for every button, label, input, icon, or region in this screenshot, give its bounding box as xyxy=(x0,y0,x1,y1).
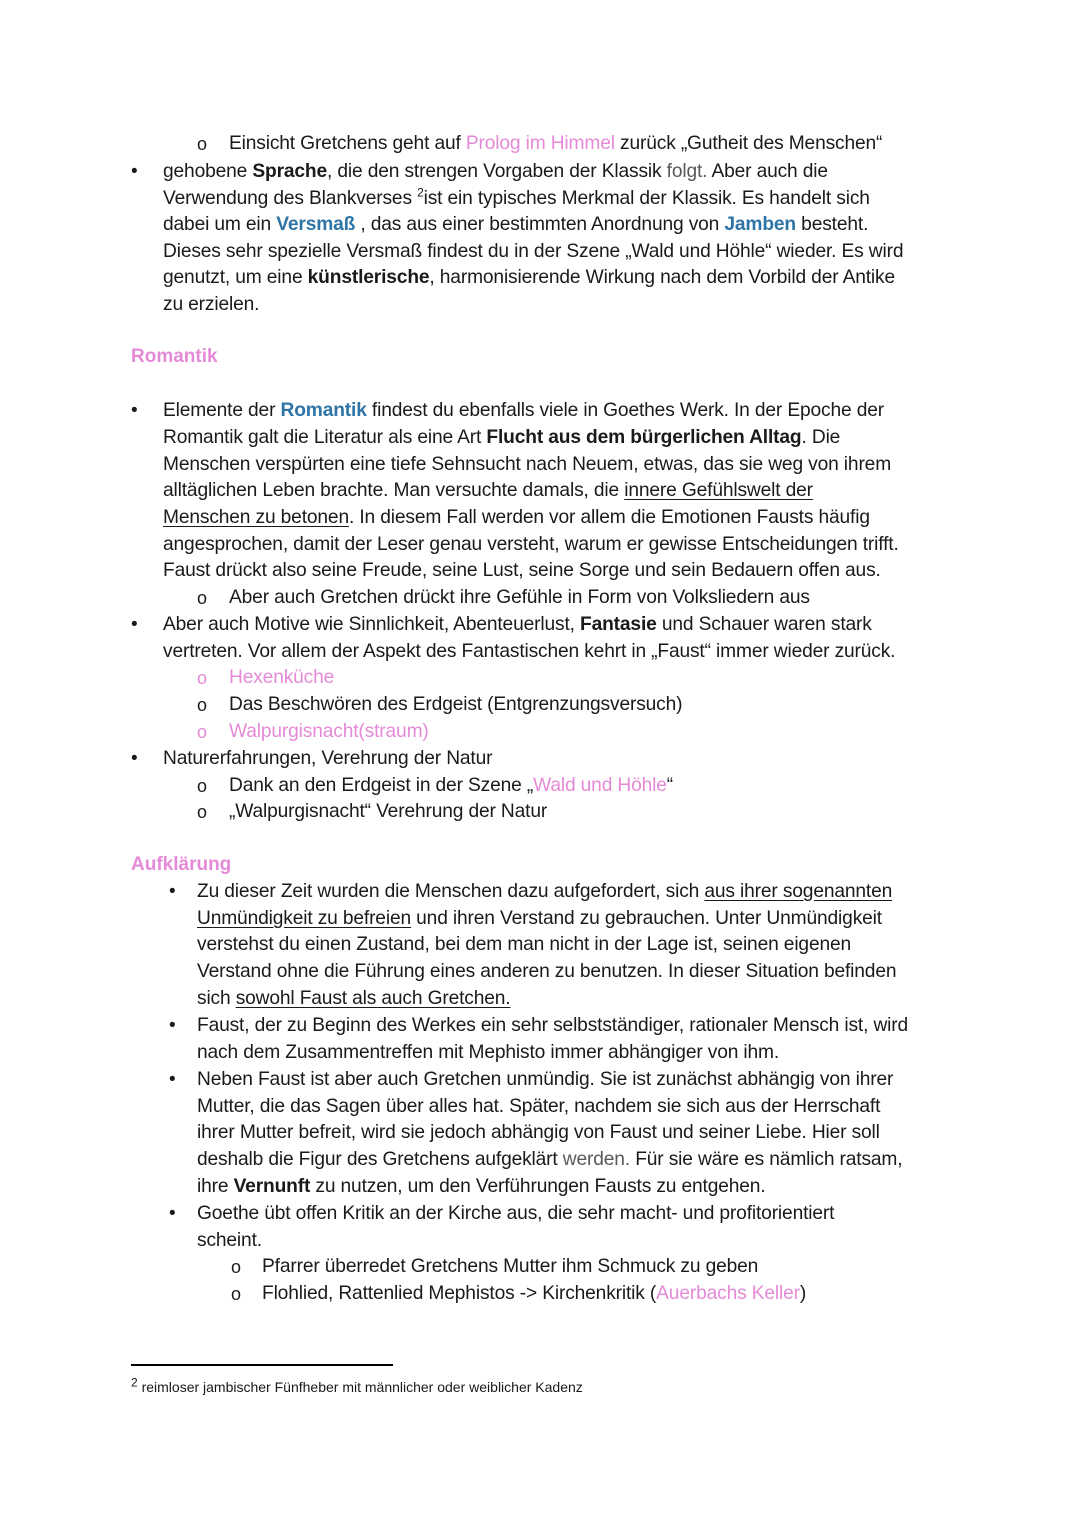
paragraph-line: Menschen verspürten eine tiefe Sehnsucht nach Neuem, etwas, das sie weg von ihrem xyxy=(163,454,892,475)
paragraph-line: Neben Faust ist aber auch Gretchen unmündig. Sie ist zunächst abhängig von ihrer xyxy=(197,1069,894,1090)
paragraph-line: Verstand ohne die Führung eines anderen zu benutzen. In dieser Situation befinden xyxy=(197,961,897,982)
paragraph-line: zu erzielen. xyxy=(163,294,260,315)
paragraph-line: deshalb die Figur des Gretchens aufgeklärt werden. Für sie wäre es nämlich ratsam, xyxy=(197,1149,903,1170)
paragraph-line: ihrer Mutter befreit, wird sie jedoch abhängig von Faust und seiner Liebe. Hier soll xyxy=(197,1122,880,1143)
sub-bullet-circle: o xyxy=(231,1284,242,1304)
sub-bullet-circle: o xyxy=(197,668,208,688)
paragraph-line: Faust, der zu Beginn des Werkes ein sehr selbstständiger, rationaler Mensch ist, wird xyxy=(197,1015,909,1036)
sub-bullet-circle: o xyxy=(197,802,208,822)
list-item: Das Beschwören des Erdgeist (Entgrenzungsversuch) xyxy=(229,694,683,715)
bullet-dot: • xyxy=(131,161,138,182)
paragraph-line: scheint. xyxy=(197,1230,262,1251)
paragraph-line: ihre Vernunft zu nutzen, um den Verführungen Fausts zu entgehen. xyxy=(197,1176,766,1197)
bullet-dot: • xyxy=(169,1015,176,1036)
section-heading-romantik: Romantik xyxy=(131,346,218,367)
footnote-reference: 2 xyxy=(417,185,424,200)
sub-bullet-circle: o xyxy=(231,1257,242,1277)
footnote-marker: 2 xyxy=(131,1375,138,1390)
paragraph-line: nach dem Zusammentreffen mit Mephisto immer abhängiger von ihm. xyxy=(197,1042,780,1063)
section-heading-aufklaerung: Aufklärung xyxy=(131,854,232,875)
bullet-dot: • xyxy=(131,748,138,769)
paragraph-line: Zu dieser Zeit wurden die Menschen dazu aufgefordert, sich aus ihrer sogenannten xyxy=(197,881,893,902)
paragraph-line: Mutter, die das Sagen über alles hat. Später, nachdem sie sich aus der Herrschaft xyxy=(197,1096,881,1117)
sub-bullet-circle: o xyxy=(197,776,208,796)
keyword-romantik: Romantik xyxy=(280,400,367,421)
list-item-hexenkueche: Hexenküche xyxy=(229,667,335,688)
sub-bullet-circle: o xyxy=(197,134,208,154)
list-item: „Walpurgisnacht“ Verehrung der Natur xyxy=(229,801,548,822)
paragraph-line: dabei um ein Versmaß , das aus einer bestimmten Anordnung von Jamben besteht. xyxy=(163,214,869,235)
bullet-dot: • xyxy=(169,881,176,902)
list-item: Pfarrer überredet Gretchens Mutter ihm Schmuck zu geben xyxy=(262,1256,759,1277)
list-item: Einsicht Gretchens geht auf Prolog im Himmel zurück „Gutheit des Menschen“ xyxy=(229,133,883,154)
bullet-dot: • xyxy=(169,1069,176,1090)
list-item-walpurgisnacht: Walpurgisnacht(straum) xyxy=(229,721,429,742)
paragraph-line: Naturerfahrungen, Verehrung der Natur xyxy=(163,748,493,769)
paragraph-line: vertreten. Vor allem der Aspekt des Fantastischen kehrt in „Faust“ immer wieder zurück. xyxy=(163,641,896,662)
paragraph-line: Unmündigkeit zu befreien und ihren Verstand zu gebrauchen. Unter Unmündigkeit xyxy=(197,908,882,929)
paragraph-line: genutzt, um eine künstlerische, harmonisierende Wirkung nach dem Vorbild der Antike xyxy=(163,267,896,288)
paragraph-line: Faust drückt also seine Freude, seine Lust, seine Sorge und sein Bedauern offen aus. xyxy=(163,560,881,581)
paragraph-line: gehobene Sprache, die den strengen Vorgaben der Klassik folgt. Aber auch die xyxy=(163,161,828,182)
list-item: Aber auch Gretchen drückt ihre Gefühle in Form von Volksliedern aus xyxy=(229,587,810,608)
paragraph-line: Aber auch Motive wie Sinnlichkeit, Abenteuerlust, Fantasie und Schauer waren stark xyxy=(163,614,872,635)
highlight-prolog-im-himmel: Prolog im Himmel xyxy=(465,133,615,154)
bullet-dot: • xyxy=(131,614,138,635)
sub-bullet-circle: o xyxy=(197,588,208,608)
paragraph-line: Romantik galt die Literatur als eine Art Flucht aus dem bürgerlichen Alltag. Die xyxy=(163,427,841,448)
footnote-separator xyxy=(131,1364,393,1366)
bullet-dot: • xyxy=(131,400,138,421)
paragraph-line: Elemente der Romantik findest du ebenfalls viele in Goethes Werk. In der Epoche der xyxy=(163,400,884,421)
paragraph-line: alltäglichen Leben brachte. Man versuchte damals, die innere Gefühlswelt der xyxy=(163,480,813,501)
list-item: Dank an den Erdgeist in der Szene „Wald und Höhle“ xyxy=(229,775,674,796)
paragraph-line: verstehst du einen Zustand, bei dem man nicht in der Lage ist, seinen eigenen xyxy=(197,934,852,955)
footnote: $^2$ reimloser jambischer Fünfheber mit männlicher oder weiblicher Kadenz xyxy=(131,1375,583,1395)
paragraph-line: Verwendung des Blankverses $^2$ist ein typisches Merkmal der Klassik. Es handelt sich xyxy=(163,185,870,209)
paragraph-line: Dieses sehr spezielle Versmaß findest du in der Szene „Wald und Höhle“ wieder. Es wird xyxy=(163,241,904,262)
list-item: Flohlied, Rattenlied Mephistos -> Kirchenkritik (Auerbachs Keller) xyxy=(262,1283,807,1304)
paragraph-line: Menschen zu betonen. In diesem Fall werden vor allem die Emotionen Fausts häufig xyxy=(163,507,870,528)
sub-bullet-circle: o xyxy=(197,695,208,715)
paragraph-line: angesprochen, damit der Leser genau versteht, warum er gewisse Entscheidungen trifft. xyxy=(163,534,899,555)
paragraph-line: sich sowohl Faust als auch Gretchen. xyxy=(197,988,511,1009)
bullet-dot: • xyxy=(169,1203,176,1224)
sub-bullet-circle: o xyxy=(197,722,208,742)
paragraph-line: Goethe übt offen Kritik an der Kirche aus, die sehr macht- und profitorientiert xyxy=(197,1203,835,1224)
keyword-jamben: Jamben xyxy=(724,214,796,235)
keyword-versmass: Versmaß xyxy=(276,214,356,235)
